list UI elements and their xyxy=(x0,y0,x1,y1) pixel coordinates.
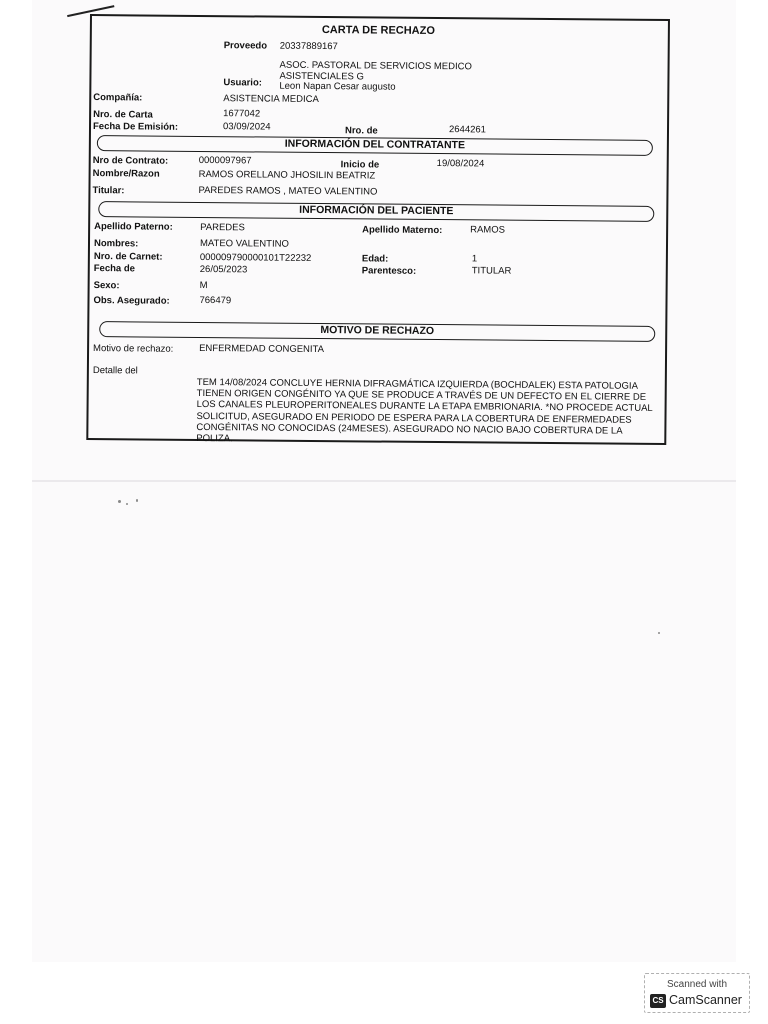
nombre-razon-value: RAMOS ORELLANO JHOSILIN BEATRIZ xyxy=(198,168,376,182)
usuario-label: Usuario: xyxy=(223,77,262,89)
section-paciente-header: INFORMACIÓN DEL PACIENTE xyxy=(98,201,654,222)
motivo-value: ENFERMEDAD CONGENITA xyxy=(199,342,325,356)
nombres-label: Nombres: xyxy=(93,238,139,250)
compania-label: Compañía: xyxy=(93,92,143,104)
nombres-value: MATEO VALENTINO xyxy=(199,237,289,250)
titular-label: Titular: xyxy=(92,185,125,197)
obs-asegurado-label: Obs. Asegurado: xyxy=(93,295,170,307)
usuario-value: Leon Napan Cesar augusto xyxy=(279,80,396,93)
fecha-nacimiento-value: 26/05/2023 xyxy=(199,263,248,276)
apellido-materno-label: Apellido Materno: xyxy=(362,224,443,237)
nombre-razon-label: Nombre/Razon xyxy=(92,168,160,180)
watermark-caption: Scanned with xyxy=(666,979,728,990)
apellido-paterno-label: Apellido Paterno: xyxy=(94,221,173,233)
paper-fold-line xyxy=(32,480,736,482)
proveedor-name-line-1: ASOC. PASTORAL DE SERVICIOS MEDICO xyxy=(279,59,472,73)
carnet-value: 000009790000101T22232 xyxy=(199,251,312,264)
inicio-label: Inicio de xyxy=(340,159,380,171)
contrato-value: 0000097967 xyxy=(198,154,252,167)
parentesco-label: Parentesco: xyxy=(361,265,417,277)
scan-speck xyxy=(658,632,660,634)
edad-label: Edad: xyxy=(361,253,389,265)
carta-value: 1677042 xyxy=(223,108,261,120)
proveedor-ruc: 20337889167 xyxy=(279,40,338,53)
inicio-value: 19/08/2024 xyxy=(436,158,485,170)
carnet-label: Nro. de Carnet: xyxy=(93,251,163,263)
apellido-materno-value: RAMOS xyxy=(470,224,506,236)
scan-speck xyxy=(126,503,128,505)
motivo-label: Motivo de rechazo: xyxy=(93,343,174,355)
detalle-text: TEM 14/08/2024 CONCLUYE HERNIA DIFRAGMÁTICA IZQUIERDA (BOCHDALEK) ESTA PATOLOGIA TIENEN ORIGEN CONGÉNITO YA QUE SE PRODUCE A TRAVÉS DE UN DEFECTO EN EL CIERRE DE LOS CANALES PLEUROPERITONEALES DURANTE LA ETAPA EMBRIONARIA. *NO PROCEDE ACTUAL SOLICITUD, ASEGURADO EN PERIODO DE ESPERA PARA LA COBERTURA DE ENFERMEDADES CONGÉNITAS NO CONOCIDAS (24MESES). ASEGURADO NO NACIO BAJO COBERTURA DE LA POLIZA. xyxy=(196,376,653,445)
emision-label: Fecha De Emisión: xyxy=(92,121,179,133)
contrato-label: Nro de Contrato: xyxy=(92,155,169,167)
detalle-label: Detalle del xyxy=(92,365,138,377)
watermark-brand: CamScanner xyxy=(669,993,742,1007)
nro-de-label: Nro. de xyxy=(344,125,378,137)
carta-label: Nro. de Carta xyxy=(93,109,153,121)
camscanner-watermark xyxy=(644,973,750,1013)
sexo-value: M xyxy=(199,279,208,292)
document-title: CARTA DE RECHAZO xyxy=(321,24,435,38)
section-motivo-header: MOTIVO DE RECHAZO xyxy=(99,321,655,342)
scan-speck xyxy=(118,500,121,503)
compania-value: ASISTENCIA MEDICA xyxy=(223,93,319,105)
rejection-letter-form xyxy=(86,14,670,445)
section-contratante-header: INFORMACIÓN DEL CONTRATANTE xyxy=(97,135,653,156)
sexo-label: Sexo: xyxy=(93,280,120,292)
emision-value: 03/09/2024 xyxy=(222,121,271,133)
nro-de-value: 2644261 xyxy=(448,124,487,136)
obs-asegurado-value: 766479 xyxy=(199,294,232,307)
apellido-paterno-value: PAREDES xyxy=(200,221,245,234)
camscanner-logo-icon: CS xyxy=(650,994,666,1008)
proveedor-label: Proveedo xyxy=(223,40,268,52)
proveedor-name-line-2: ASISTENCIALES G xyxy=(279,70,364,83)
scan-speck xyxy=(136,499,138,502)
fecha-nacimiento-label: Fecha de xyxy=(93,263,136,275)
parentesco-value: TITULAR xyxy=(471,265,512,277)
titular-value: PAREDES RAMOS , MATEO VALENTINO xyxy=(198,184,378,198)
edad-value: 1 xyxy=(471,253,478,265)
